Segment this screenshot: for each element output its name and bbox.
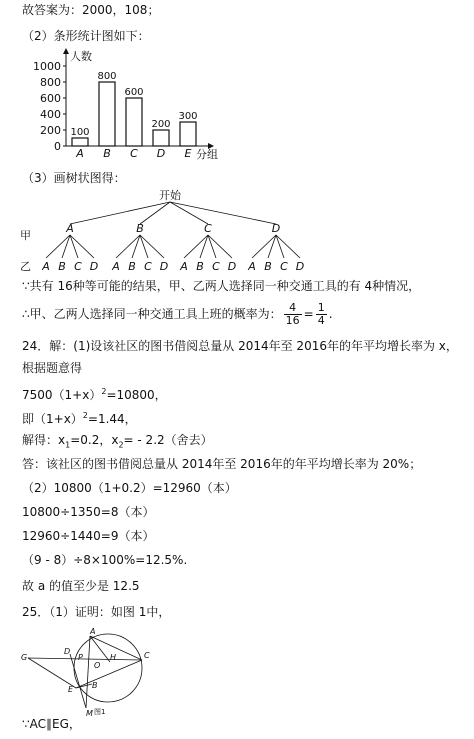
point-label: B: [92, 681, 98, 690]
tree-leaf-node: B: [264, 260, 272, 273]
y-tick-label: 0: [54, 140, 61, 153]
y-tick-label: 600: [40, 92, 61, 105]
y-tick-label: 200: [40, 124, 61, 137]
bar: [180, 122, 196, 146]
bar-value-label: 100: [70, 127, 90, 138]
segment-ec: [76, 660, 142, 688]
bar: [72, 138, 88, 146]
calc-line-3: （9 - 8）÷8×100%=12.5%.: [22, 553, 188, 567]
tree-branch: [170, 202, 208, 224]
equals-sign: =: [303, 307, 314, 321]
segment-gc: [28, 658, 142, 660]
fraction-numerator: 1: [317, 301, 325, 314]
point-label: G: [21, 653, 28, 662]
tree-leaf-node: D: [159, 260, 169, 273]
point-label: H: [110, 653, 117, 662]
fraction-numerator: 4: [284, 302, 302, 315]
tree-intro: （3）画树状图得：: [22, 171, 126, 185]
tree-leaf-node: C: [212, 260, 220, 273]
conclusion-line: 故 a 的值至少是 12.5: [22, 579, 140, 593]
sol-sub-2: 2: [118, 440, 124, 450]
bar-value-label: 200: [151, 119, 171, 130]
sol-part-a: 解得：x: [22, 433, 66, 447]
eq2-left: 即（1+x）: [22, 412, 83, 426]
geometry-figure: [20, 626, 160, 716]
eq2-exponent: 2: [82, 411, 88, 420]
tree-level1-node: A: [66, 222, 74, 235]
tree-diagram: [18, 188, 318, 274]
calc-line-2: 12960÷1440=9（本）: [22, 529, 155, 543]
bar: [99, 82, 115, 146]
fraction-1-4: [316, 302, 327, 327]
equation-1: [22, 384, 167, 403]
sol-part-e: = - 2.2（舍去）: [123, 433, 213, 447]
tree-leaf-node: C: [280, 260, 288, 273]
eq1-left: 7500（1+x）: [22, 388, 102, 402]
answer-line-1: 故答案为：2000，108；: [22, 3, 160, 17]
bar-value-label: 300: [178, 111, 198, 122]
point-label: E: [68, 685, 74, 694]
tree-leaf-node: D: [295, 260, 305, 273]
sol-sub-1: 1: [65, 440, 71, 450]
category-label: C: [130, 147, 138, 160]
y-axis-label: 人数: [70, 50, 92, 63]
calc-line-1: 10800÷1350=8（本）: [22, 505, 155, 519]
probability-line: [22, 300, 333, 328]
tree-root-label: 开始: [159, 189, 181, 202]
segment-dm: [70, 654, 86, 708]
tree-leaf-node: C: [144, 260, 152, 273]
tree-leaf-node: D: [89, 260, 99, 273]
tree-level1-node: B: [136, 222, 144, 235]
tree-level1-label: 甲: [20, 229, 31, 242]
equation-2: [22, 408, 137, 427]
bar-chart: [18, 46, 258, 164]
segment-ge: [28, 658, 76, 688]
y-tick-label: 400: [40, 108, 61, 121]
tree-leaf-node: A: [112, 260, 120, 273]
point-label: P: [78, 653, 83, 662]
tree-leaf-node: A: [180, 260, 188, 273]
tree-leaf-node: B: [58, 260, 66, 273]
eq2-right: =1.44，: [87, 412, 137, 426]
period: .: [328, 307, 333, 321]
bar-value-label: 600: [124, 87, 144, 98]
point-label: C: [144, 651, 150, 660]
tree-leaf-node: A: [248, 260, 256, 273]
segment-am: [86, 636, 90, 708]
eq1-right: =10800，: [106, 388, 167, 402]
q24-heading: 24．解：(1)设该社区的图书借阅总量从 2014年至 2016年的年平均增长率为 x，: [22, 339, 458, 353]
point-label: M: [86, 709, 93, 716]
tree-level1-node: C: [204, 222, 212, 235]
sol-part-c: =0.2，x: [70, 433, 119, 447]
eq1-exponent: 2: [101, 387, 107, 396]
bar: [126, 98, 142, 146]
y-axis-arrow: [63, 48, 69, 54]
point-label: O: [94, 661, 101, 670]
tree-level1-node: D: [271, 222, 281, 235]
category-label: B: [103, 147, 111, 160]
x-axis-label: 分组: [196, 148, 218, 161]
q24-setup: 根据题意得: [22, 361, 83, 375]
fraction-denominator: 16: [285, 314, 300, 327]
answer-line-q24: 答：该社区的图书借阅总量从 2014年至 2016年的年平均增长率为 20%；: [22, 457, 422, 471]
q24-part2: （2）10800（1+0.2）=12960（本）: [22, 481, 237, 495]
parallel-line: ∵AC∥EG，: [22, 717, 81, 731]
solution-line: [22, 432, 213, 453]
category-label: E: [184, 147, 192, 160]
category-label: A: [76, 147, 84, 160]
y-tick-label: 800: [40, 76, 61, 89]
fraction-denominator: 4: [317, 314, 325, 327]
fraction-4-16: [284, 302, 302, 327]
probability-text: ∴甲、乙两人选择同一种交通工具上班的概率为：: [22, 307, 282, 321]
tree-leaf-node: B: [196, 260, 204, 273]
y-tick-label: 1000: [33, 60, 61, 73]
q25-heading: 25．（1）证明：如图 1中，: [22, 605, 171, 619]
bar-value-label: 800: [97, 71, 117, 82]
tree-leaf-node: D: [227, 260, 237, 273]
tree-leaf-node: A: [42, 260, 50, 273]
bar-chart-intro: （2）条形统计图如下：: [22, 29, 150, 43]
bar: [153, 130, 169, 146]
point-label: D: [64, 647, 71, 656]
category-label: D: [156, 147, 166, 160]
tree-leaf-node: C: [74, 260, 82, 273]
outcomes-line: ∵共有 16种等可能的结果，甲、乙两人选择同一种交通工具的有 4种情况，: [22, 279, 421, 293]
figure-caption: 图1: [94, 708, 106, 716]
tree-branch: [170, 202, 276, 224]
point-label: A: [90, 627, 96, 636]
tree-leaf-node: B: [128, 260, 136, 273]
segment-ah: [90, 636, 110, 662]
tree-level2-label: 乙: [20, 260, 31, 273]
